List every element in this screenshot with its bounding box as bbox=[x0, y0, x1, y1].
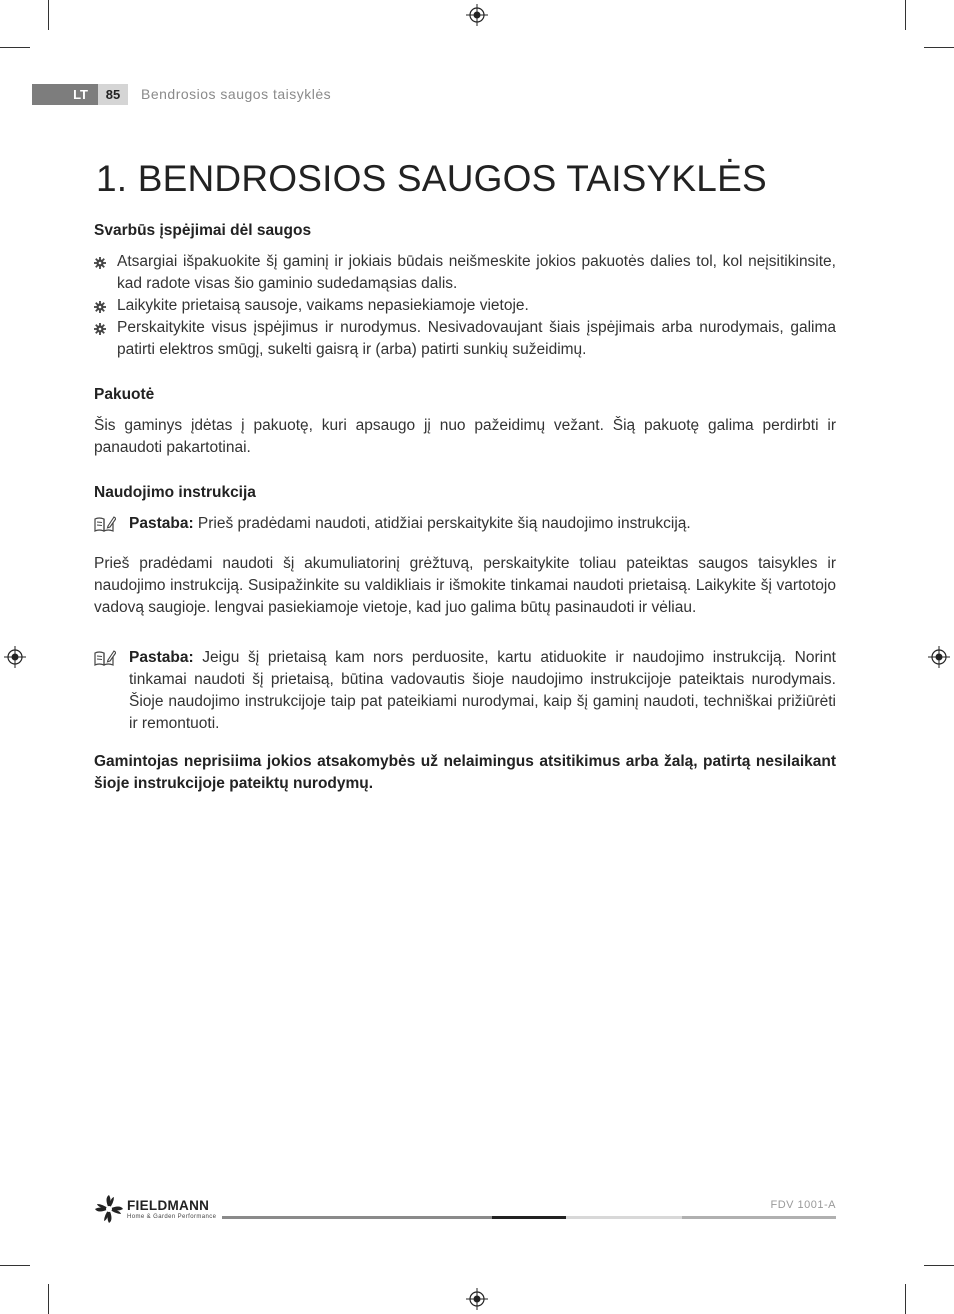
footer-rule bbox=[222, 1216, 492, 1219]
footer-rule bbox=[566, 1216, 682, 1219]
registration-mark-icon bbox=[4, 646, 26, 668]
note-label: Pastaba: bbox=[129, 649, 203, 666]
instructions-paragraph: Prieš pradėdami naudoti šį akumuliatorinį grėžtuvą, perskaitykite toliau pateiktas saugos taisykles ir naudojimo instrukciją. Susipažinkite su valdikliais ir išmokite tinkamai naudoti prietaisą. Laikykite šį vartotojo vadovą saugioje. lengvai pasiekiamoje vietoje, kad juo galima būtų pasinaudoti ir vėliau. bbox=[94, 555, 836, 616]
registration-mark-icon bbox=[466, 4, 488, 26]
note-text: Prieš pradėdami naudoti, atidžiai perskaitykite šią naudojimo instrukciją. bbox=[197, 515, 691, 532]
open-book-pencil-icon bbox=[94, 649, 116, 667]
note-label: Pastaba: bbox=[129, 515, 198, 532]
page-header bbox=[32, 84, 128, 105]
open-book-pencil-icon bbox=[94, 515, 116, 533]
list-item bbox=[94, 295, 836, 317]
fieldmann-swirl-logo-icon bbox=[94, 1194, 124, 1224]
crop-mark bbox=[0, 1265, 30, 1266]
page-title: 1. BENDROSIOS SAUGOS TAISYKLĖS bbox=[96, 158, 767, 199]
crop-mark bbox=[0, 47, 30, 48]
registration-mark-icon bbox=[928, 646, 950, 668]
bullet-text: Laikykite prietaisą sausoje, vaikams nepasiekiamoje vietoje. bbox=[117, 297, 529, 314]
list-item bbox=[94, 251, 836, 295]
safety-heading: Svarbūs įspėjimai dėl saugos bbox=[94, 222, 312, 239]
bullet-text: Atsargiai išpakuokite šį gaminį ir jokiais būdais neišmeskite jokios pakuotės dalies tol, kol neįsitikinsite, kad radote visas šio gaminio sudedamąsias dalis. bbox=[117, 253, 836, 292]
crop-mark bbox=[48, 0, 49, 30]
registration-mark-icon bbox=[466, 1288, 488, 1310]
disclaimer: Gamintojas neprisiima jokios atsakomybės už nelaimingus atsitikimus arba žalą, patirtą nesilaikant šioje instrukcijoje pateiktų nurodymų. bbox=[94, 753, 836, 792]
instructions-heading: Naudojimo instrukcija bbox=[94, 484, 256, 501]
brand-logo bbox=[94, 1194, 220, 1224]
list-item bbox=[94, 317, 836, 361]
crop-mark bbox=[905, 1284, 906, 1314]
footer-rule bbox=[682, 1216, 836, 1219]
gear-bullet-icon bbox=[94, 301, 106, 313]
page-footer bbox=[94, 1194, 836, 1224]
footer-rule bbox=[492, 1216, 566, 1219]
note-2 bbox=[94, 647, 836, 735]
safety-list bbox=[94, 251, 836, 361]
gear-bullet-icon bbox=[94, 257, 106, 269]
model-code: FDV 1001-A bbox=[770, 1199, 836, 1211]
crop-mark bbox=[924, 47, 954, 48]
crop-mark bbox=[905, 0, 906, 30]
brand-tagline: Home & Garden Performance bbox=[127, 1214, 217, 1220]
note-text: Jeigu šį prietaisą kam nors perduosite, kartu atiduokite ir naudojimo instrukciją. Norint tinkamai naudoti šį prietaisą, būtina vadovautis šioje naudojimo instrukcijoje pateiktais nurodymais. Šioje naudojimo instrukcijoje taip pat pateikiami nurodymai, kaip šį gaminį naudoti, techniškai prižiūrėti ir remontuoti. bbox=[129, 649, 836, 732]
language-tab: LT bbox=[32, 84, 98, 105]
note-1 bbox=[94, 513, 836, 535]
main-content bbox=[94, 220, 836, 795]
packaging-text: Šis gaminys įdėtas į pakuotę, kuri apsaugo jį nuo pažeidimų vežant. Šią pakuotę galima perdirbti ir panaudoti pakartotinai. bbox=[94, 417, 836, 456]
crop-mark bbox=[924, 1265, 954, 1266]
brand-name: FIELDMANN bbox=[127, 1198, 210, 1213]
running-title: Bendrosios saugos taisyklės bbox=[141, 86, 332, 102]
gear-bullet-icon bbox=[94, 323, 106, 335]
bullet-text: Perskaitykite visus įspėjimus ir nurodymus. Nesivadovaujant šiais įspėjimais arba nurodymais, galima patirti elektros smūgį, sukelti gaisrą ir (arba) patirti sunkių sužeidimų. bbox=[117, 319, 836, 358]
page-number: 85 bbox=[98, 84, 128, 105]
packaging-heading: Pakuotė bbox=[94, 386, 155, 403]
crop-mark bbox=[48, 1284, 49, 1314]
